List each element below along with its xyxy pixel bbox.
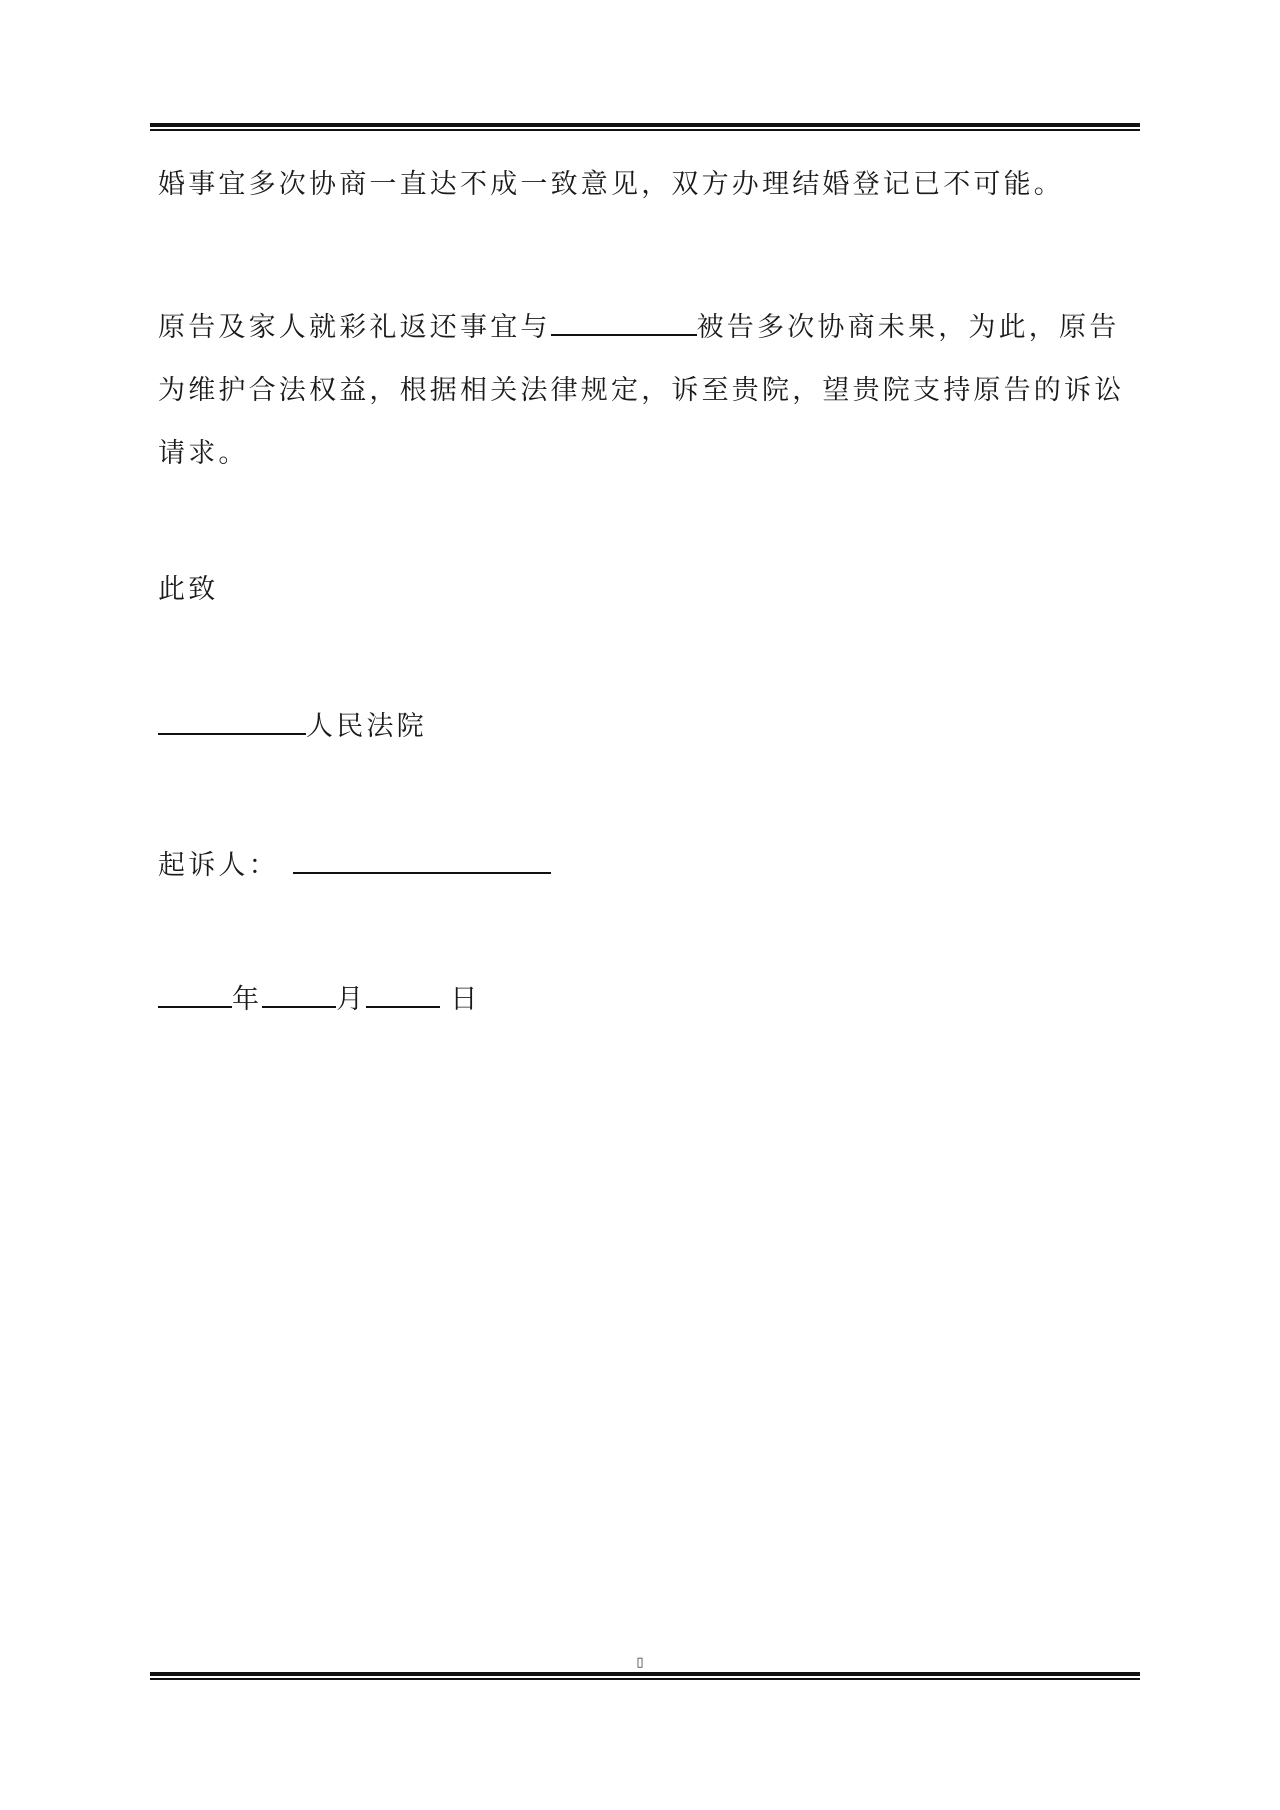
date-year-blank[interactable]	[158, 980, 232, 1008]
paragraph-2-line-2	[158, 374, 1124, 408]
date-day-label: 日	[450, 984, 481, 1015]
plaintiff-signature-blank[interactable]	[293, 846, 551, 874]
date-day-blank[interactable]	[366, 980, 440, 1008]
court-line	[158, 707, 427, 744]
salutation	[158, 573, 218, 607]
date-line	[158, 980, 481, 1017]
page-number: ▯	[636, 1655, 644, 1670]
paragraph-2-text-before-blank: 原告及家人就彩礼返还事宜与	[158, 312, 551, 343]
defendant-name-blank[interactable]	[551, 308, 697, 336]
date-month-label: 月	[336, 984, 367, 1015]
plaintiff-label: 起诉人：	[158, 850, 279, 881]
plaintiff-line	[158, 846, 551, 883]
date-month-blank[interactable]	[262, 980, 336, 1008]
paragraph-2-line-3	[158, 437, 249, 471]
paragraph-1-text: 婚事宜多次协商一直达不成一致意见，双方办理结婚登记已不可能。	[158, 169, 1064, 200]
court-suffix-text: 人民法院	[306, 711, 427, 742]
paragraph-2-line-1	[158, 308, 1119, 345]
court-name-blank[interactable]	[158, 707, 306, 735]
date-year-label: 年	[232, 984, 263, 1015]
footer-rule	[150, 1672, 1140, 1679]
paragraph-2-text-line-3: 请求。	[158, 438, 249, 469]
salutation-text: 此致	[158, 574, 219, 605]
header-rule	[150, 123, 1140, 130]
paragraph-line-1	[158, 168, 1064, 202]
paragraph-2-text-after-blank: 被告多次协商未果，为此，原告	[696, 312, 1120, 343]
paragraph-2-text-line-2: 为维护合法权益，根据相关法律规定，诉至贵院，望贵院支持原告的诉讼	[158, 375, 1125, 406]
